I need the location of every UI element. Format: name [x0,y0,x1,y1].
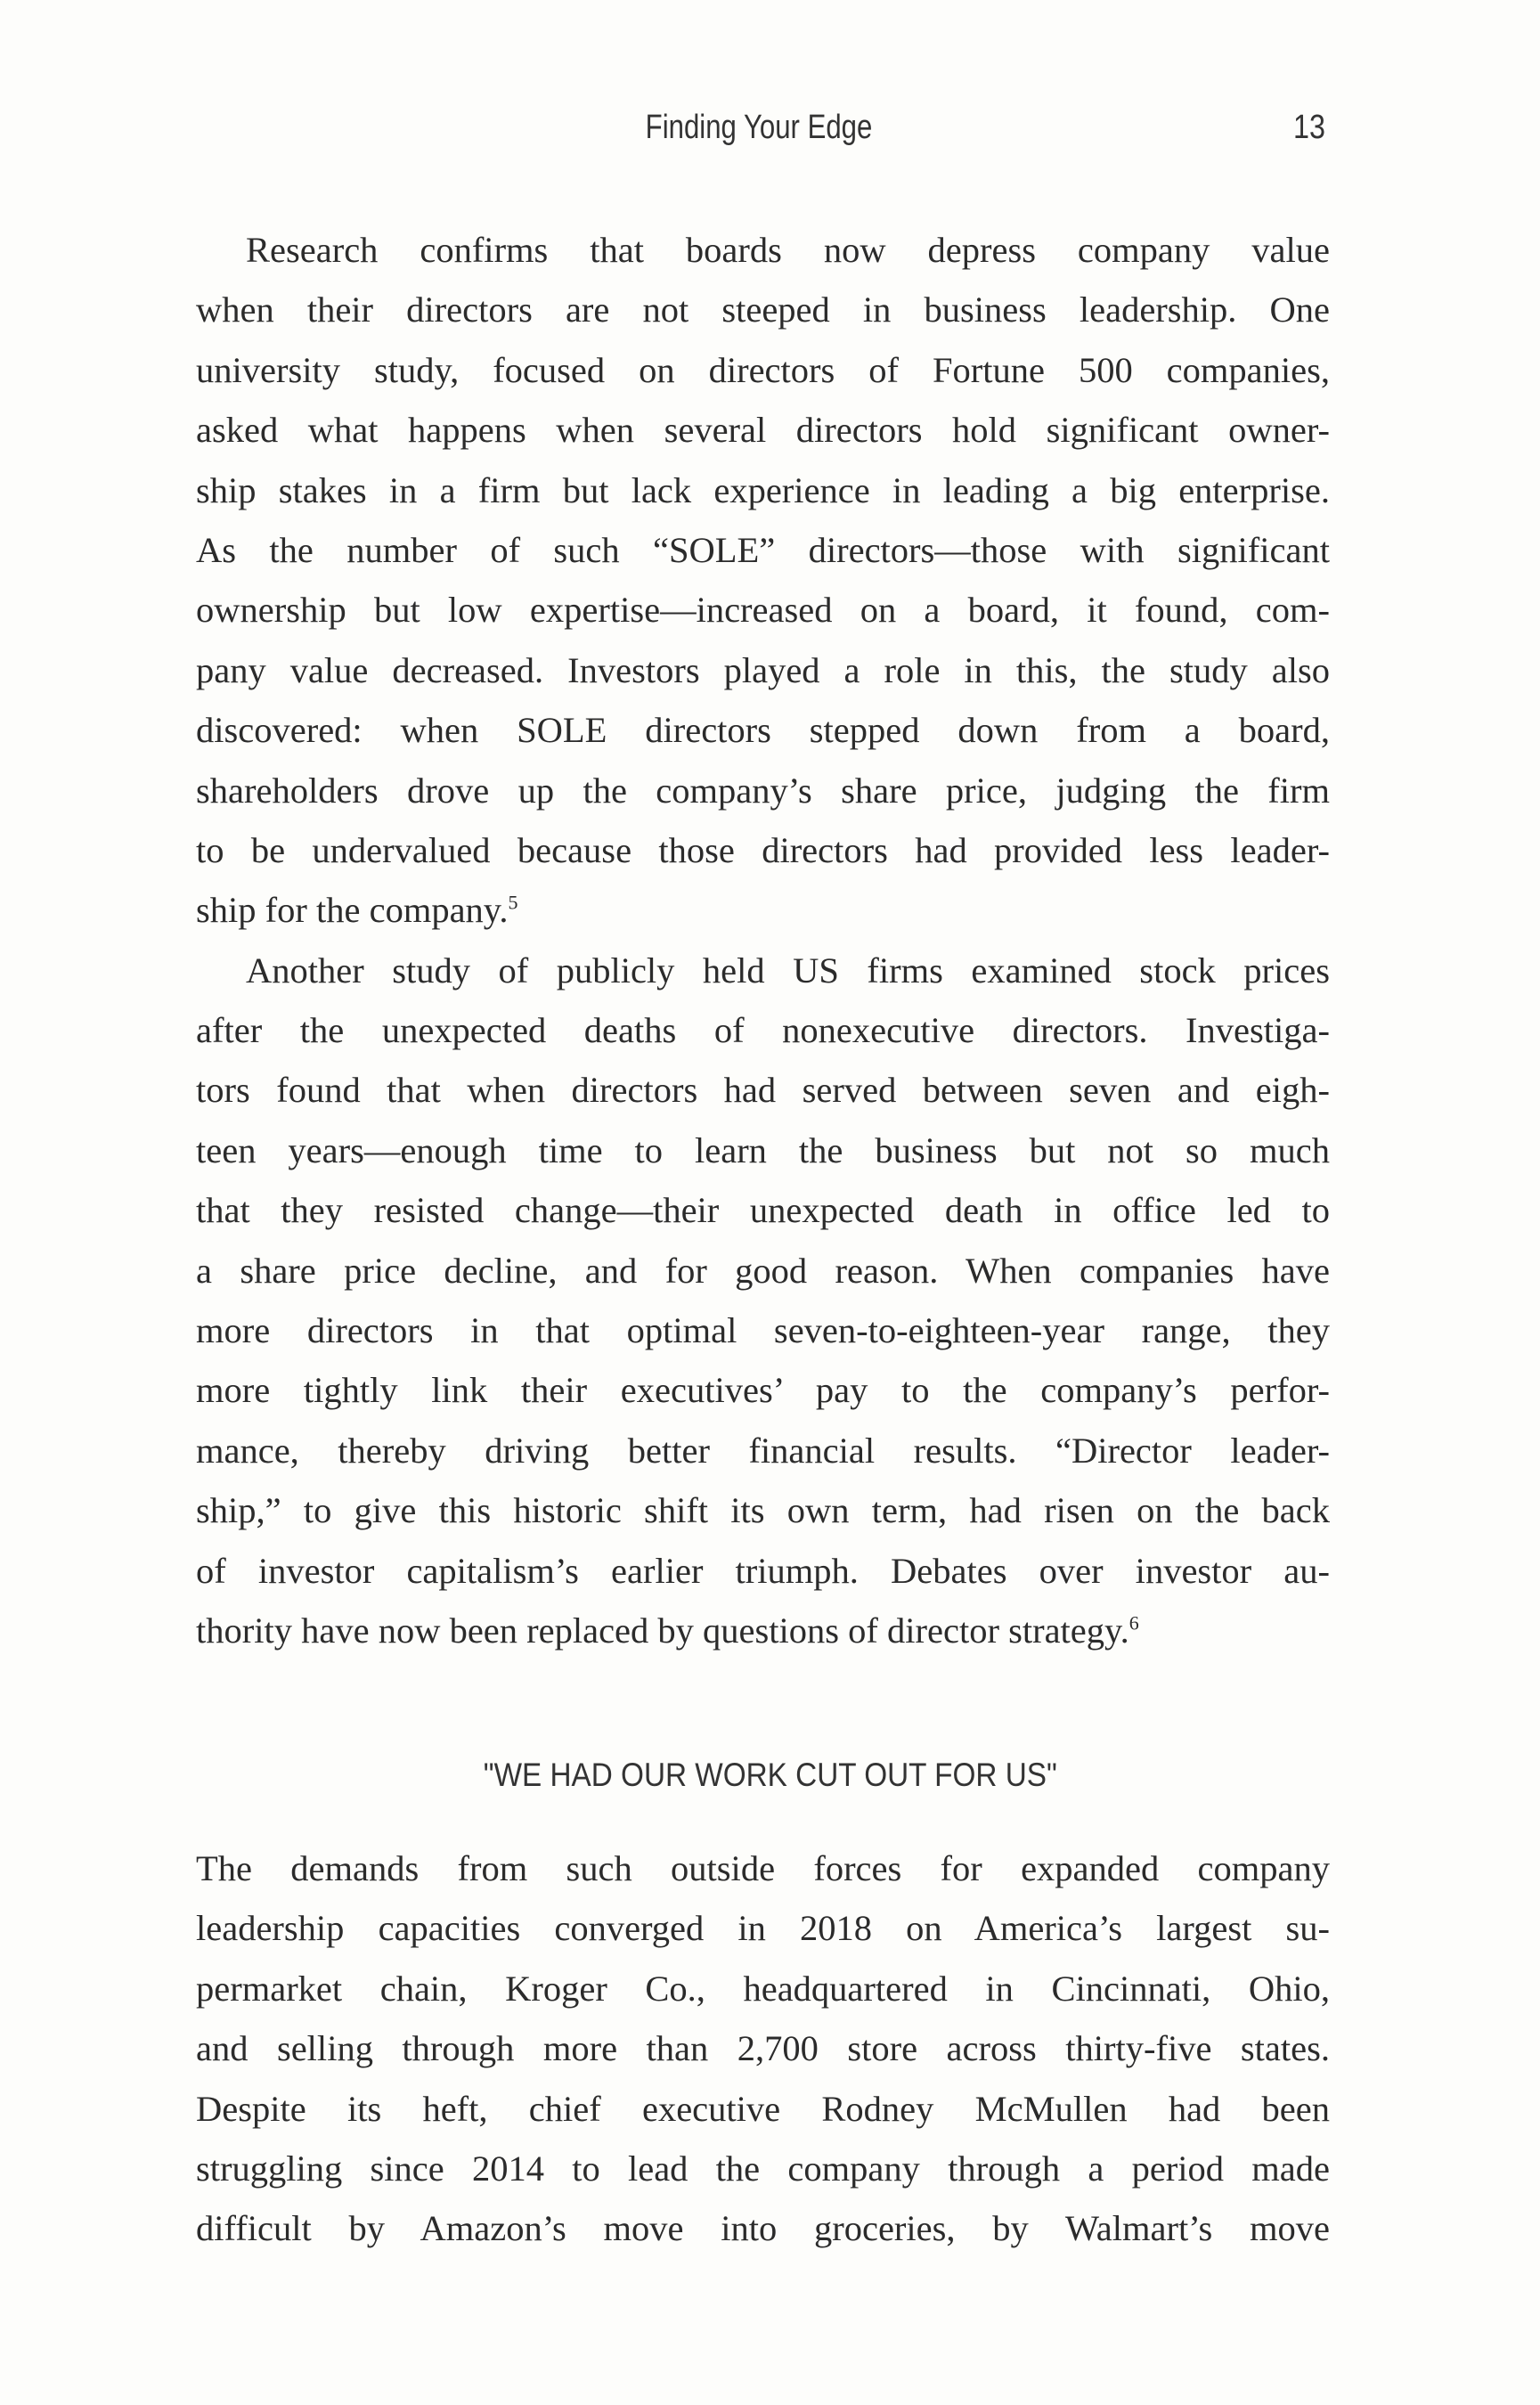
text-line [196,461,1330,520]
text-line [196,2079,1330,2139]
text-line-content: struggling since 2014 to lead the company through a period made [196,2148,1330,2189]
text-line [196,1601,1330,1660]
footnote-marker: 6 [1129,1611,1139,1635]
text-line [196,761,1330,820]
text-line-content: teen years—enough time to learn the business but not so much [196,1129,1330,1170]
footnote-marker: 5 [508,891,518,914]
text-line [196,1121,1330,1180]
running-head [0,109,1540,162]
text-line-content: tors found that when directors had served between seven and eigh- [196,1070,1330,1111]
text-line [196,1898,1330,1958]
text-line-content: Another study of publicly held US firms examined stock prices [246,950,1330,991]
text-line-content: asked what happens when several directors hold significant owner- [196,410,1330,451]
text-line-content: more directors in that optimal seven-to-eighteen-year range, they [196,1310,1330,1351]
text-line [196,220,1330,280]
text-line-content: ship stakes in a firm but lack experience in leading a big enterprise. [196,469,1330,510]
text-line-content: of investor capitalism’s earlier triumph. Debates over investor au- [196,1550,1330,1591]
text-line-content: The demands from such outside forces for expanded company [196,1848,1330,1888]
text-line [196,2139,1330,2198]
section-heading [0,1757,1540,1794]
text-line [196,520,1330,580]
text-line-content: ship for the company. [196,890,509,931]
text-line-content: discovered: when SOLE directors stepped down from a board, [196,710,1330,751]
text-line [196,1838,1330,1898]
text-line [196,2198,1330,2258]
text-line-content: to be undervalued because those directors had provided less leader- [196,829,1330,870]
text-line-content: Research confirms that boards now depress company value [246,230,1330,270]
text-line [196,941,1330,1000]
text-line-content: Despite its heft, chief executive Rodney McMullen had been [196,2088,1330,2129]
text-line-content: ownership but low expertise—increased on a board, it found, com- [196,590,1330,631]
text-line-content: mance, thereby driving better financial results. “Director leader- [196,1430,1330,1471]
text-line [196,1000,1330,1060]
text-line-content: permarket chain, Kroger Co., headquartered in Cincinnati, Ohio, [196,1968,1330,2009]
text-line-content: after the unexpected deaths of nonexecutive directors. Investiga- [196,1010,1330,1051]
text-line [196,1300,1330,1360]
text-line [196,340,1330,400]
text-line [196,1060,1330,1120]
body-text-section-1 [196,220,1330,1660]
text-line-content: when their directors are not steeped in business leadership. One [196,289,1330,330]
text-line [196,640,1330,700]
text-line [196,580,1330,640]
page-number: 13 [1293,109,1325,146]
text-line [196,1241,1330,1300]
text-line [196,280,1330,339]
text-line-content: pany value decreased. Investors played a role in this, the study also [196,649,1330,690]
text-line [196,880,1330,940]
text-line-content: ship,” to give this historic shift its own term, had risen on the back [196,1490,1330,1531]
text-line [196,2018,1330,2078]
text-line-content: leadership capacities converged in 2018 on America’s largest su- [196,1908,1330,1949]
text-line [196,1541,1330,1601]
text-line-content: that they resisted change—their unexpected death in office led to [196,1190,1330,1231]
text-line [196,1480,1330,1540]
section-heading-text: "WE HAD OUR WORK CUT OUT FOR US" [483,1757,1057,1793]
text-line-content: a share price decline, and for good reason. When companies have [196,1250,1330,1291]
text-line [196,1360,1330,1420]
text-line-content: more tightly link their executives’ pay to the company’s perfor- [196,1370,1330,1411]
text-line [196,1959,1330,2018]
text-line [196,1421,1330,1480]
text-line-content: thority have now been replaced by questions of director strategy. [196,1610,1129,1651]
running-head-title: Finding Your Edge [645,109,873,146]
body-text-section-2 [196,1838,1330,2259]
text-line-content: and selling through more than 2,700 store across thirty-five states. [196,2028,1330,2069]
text-line-content: As the number of such “SOLE” directors—those with significant [196,529,1330,570]
text-line [196,1180,1330,1240]
text-line-content: university study, focused on directors of Fortune 500 companies, [196,349,1330,390]
text-line-content: difficult by Amazon’s move into groceries, by Walmart’s move [196,2208,1330,2249]
text-line-content: shareholders drove up the company’s share price, judging the firm [196,770,1330,811]
text-line [196,700,1330,760]
text-line [196,400,1330,460]
text-line [196,820,1330,880]
